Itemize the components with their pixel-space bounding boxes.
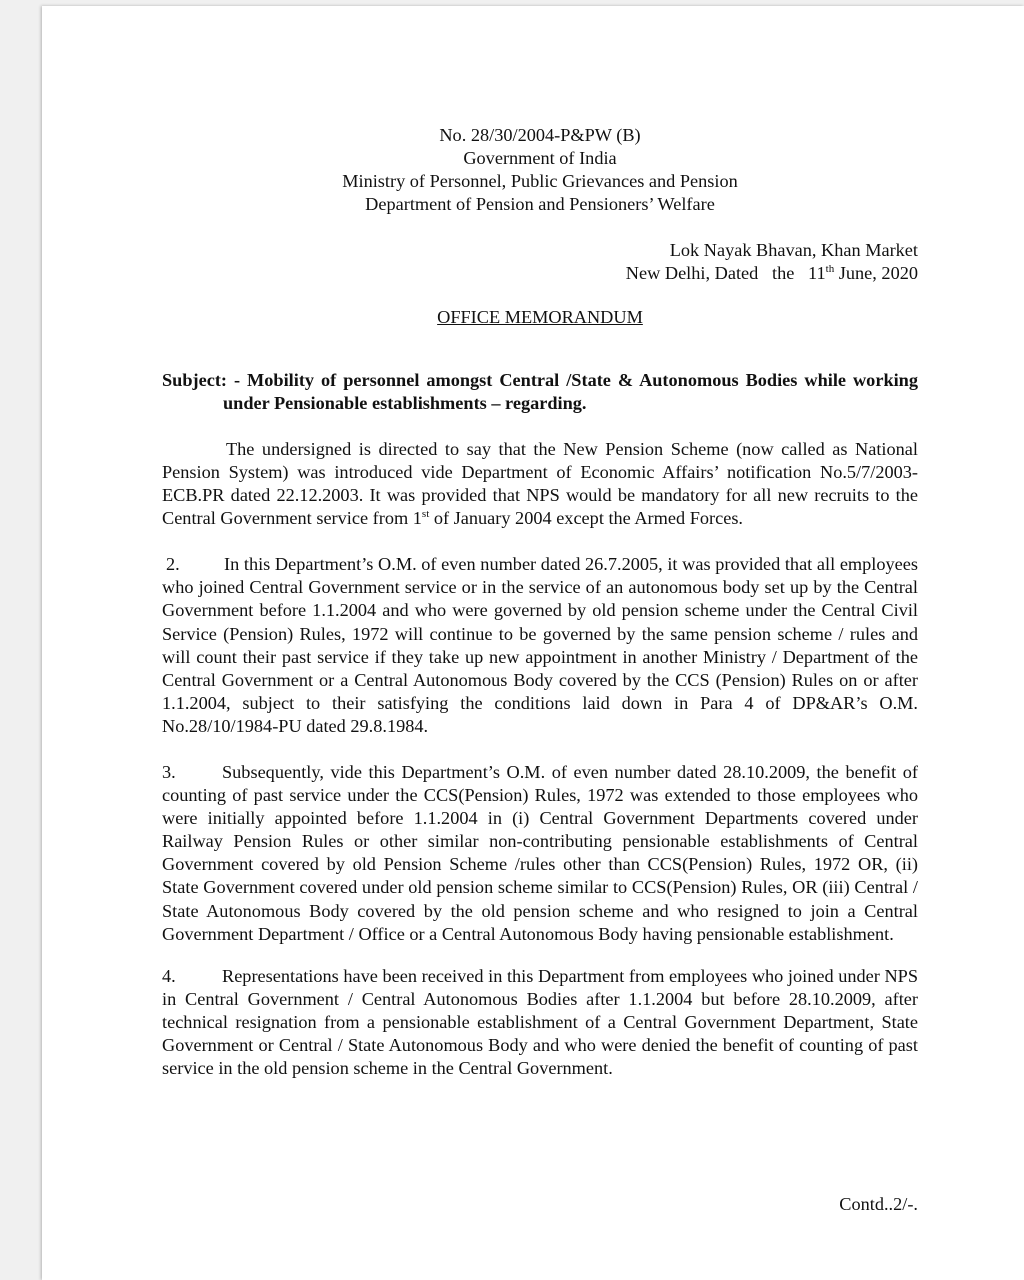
memo-title-text: OFFICE MEMORANDUM <box>437 306 643 327</box>
paragraph-4-text: Representations have been received in this Department from employees who joined under NPS in Central Government / Central Autonomous Bodies after 1.1.2004 but before 28.10.2009, after technical resignation from a pensionable establishment of a Central Government Department, State Government or Central / State Autonomous Body and who were denied the benefit of counting of past service in the old pension scheme in the Central Government. <box>162 965 918 1079</box>
paragraph-2-number: 2. <box>166 554 180 575</box>
letterhead <box>162 124 918 216</box>
date-suffix: June, 2020 <box>834 263 918 284</box>
address-block <box>162 239 918 285</box>
paragraph-3-number: 3. <box>162 761 176 782</box>
document-body <box>162 124 918 1080</box>
government-name: Government of India <box>463 148 617 169</box>
department-name: Department of Pension and Pensioners’ Welfare <box>365 194 715 215</box>
paragraph-1 <box>162 438 918 530</box>
continuation-note: Contd..2/-. <box>839 1194 918 1214</box>
date-ordinal-suffix: th <box>825 263 835 276</box>
subject-line: Subject: - Mobility of personnel amongst Central /State & Autonomous Bodies while working under Pensionable establishments – regarding. <box>162 369 918 413</box>
memo-title <box>162 306 918 329</box>
paragraph-1-text-a: The undersigned is directed to say that the New Pension Scheme (now called as National Pension System) was introduced vide Department of Economic Affairs’ notification No.5/7/2003-ECB.PR dated 22.12.2003. It was provided that NPS would be mandatory for all new recruits to the Central Government service from 1 <box>162 438 918 529</box>
paragraph-4-number: 4. <box>162 965 176 986</box>
paragraph-2-text: In this Department’s O.M. of even number dated 26.7.2005, it was provided that all employees who joined Central Government service or in the service of an autonomous body set up by the Central Government before 1.1.2004 and who were governed by old pension scheme under the Central Civil Service (Pension) Rules, 1972 will continue to be governed by the same pension scheme / rules and will count their past service if they take up new appointment in another Ministry / Department of the Central Government or a Central Autonomous Body covered by the CCS (Pension) Rules on or after 1.1.2004, subject to their satisfying the conditions laid down in Para 4 of DP&AR’s O.M. No.28/10/1984-PU dated 29.8.1984. <box>162 554 918 736</box>
paragraph-3 <box>162 761 918 946</box>
paragraph-3-text: Subsequently, vide this Department’s O.M. of even number dated 28.10.2009, the benefit of counting of past service under the CCS(Pension) Rules, 1972 was extended to those employees who were initially appointed before 1.1.2004 in (i) Central Government Departments covered under Railway Pension Rules or other similar non-contributing pensionable establishments of Central Government covered by old Pension Scheme /rules other than CCS(Pension) Rules, 1972 OR, (ii) State Government covered under old pension scheme similar to CCS(Pension) Rules, OR (iii) Central / State Autonomous Body covered by the old pension scheme and who resigned to join a Central Government Department / Office or a Central Autonomous Body having pensionable establishment. <box>162 761 918 944</box>
paragraph-2 <box>162 553 918 738</box>
date-prefix: New Delhi, Dated the 11 <box>625 263 826 284</box>
office-address: Lok Nayak Bhavan, Khan Market <box>669 240 918 261</box>
paragraph-4 <box>162 965 918 1080</box>
issue-date <box>162 262 918 285</box>
paragraph-1-text-b: of January 2004 except the Armed Forces. <box>429 508 744 529</box>
file-number: No. 28/30/2004-P&PW (B) <box>439 125 641 145</box>
paragraph-1-sup: st <box>421 508 430 521</box>
ministry-name: Ministry of Personnel, Public Grievances and Pension <box>342 171 738 192</box>
